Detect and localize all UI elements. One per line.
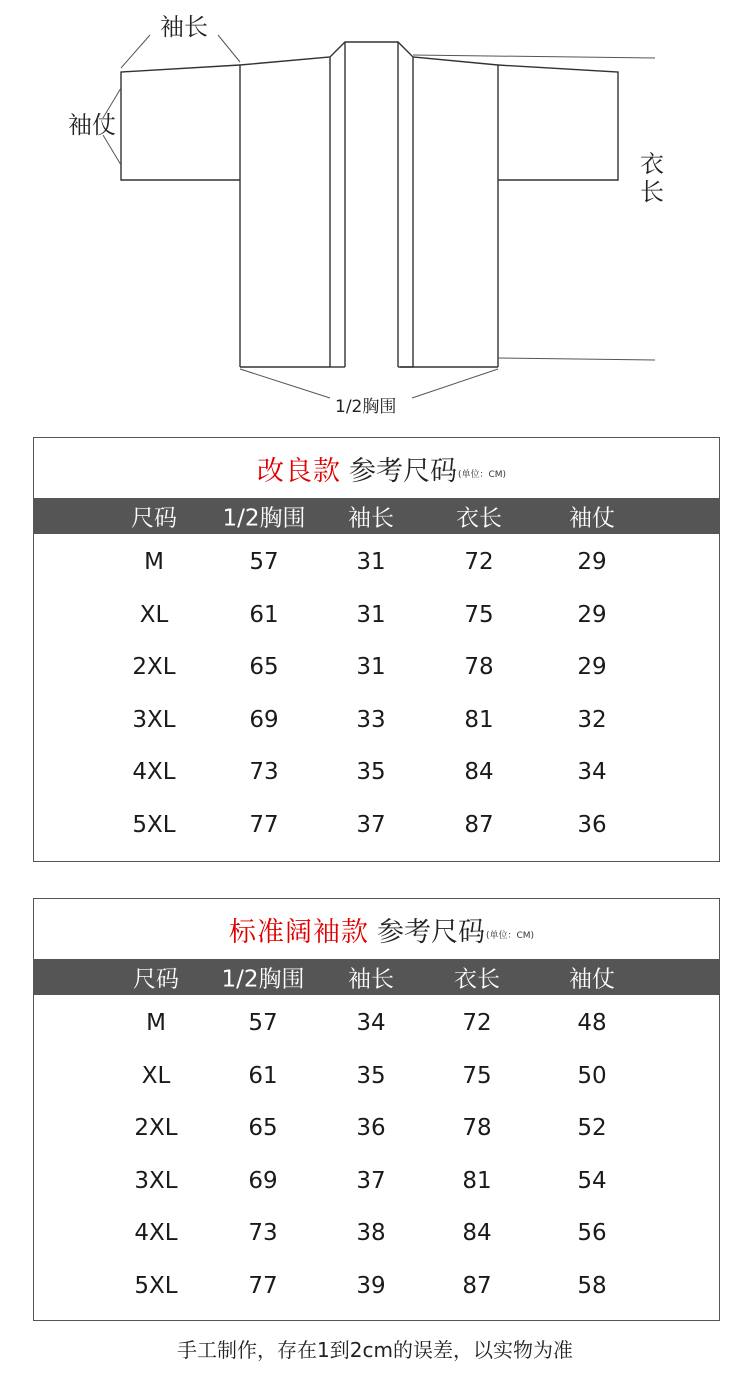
- cell-size: M: [146, 1010, 166, 1037]
- cell-body-length: 72: [464, 549, 494, 576]
- table-row: [34, 1155, 719, 1208]
- table-row: [34, 536, 719, 589]
- garment-diagram: [0, 0, 750, 430]
- kimono-outline-drawing: [0, 0, 750, 430]
- cell-sleeve-width: 56: [577, 1220, 607, 1247]
- table-unit: (单位：CM): [485, 931, 535, 941]
- header-body-length: 衣长: [454, 966, 500, 993]
- cell-sleeve-length: 37: [356, 1167, 386, 1194]
- cell-sleeve-length: 37: [356, 811, 386, 838]
- cell-sleeve-length: 34: [356, 1010, 386, 1037]
- cell-sleeve-length: 33: [356, 706, 386, 733]
- table-row: [34, 1260, 719, 1313]
- cell-size: 4XL: [132, 759, 176, 786]
- table-row: [34, 997, 719, 1050]
- cell-body-length: 84: [464, 759, 494, 786]
- cell-sleeve-width: 58: [577, 1272, 607, 1299]
- cell-half-chest: 61: [249, 601, 279, 628]
- cell-half-chest: 69: [248, 1167, 278, 1194]
- header-half-chest: 1/2胸围: [221, 966, 305, 993]
- cell-sleeve-width: 29: [577, 654, 607, 681]
- table-title-style: 改良款: [256, 455, 341, 487]
- cell-half-chest: 77: [249, 811, 279, 838]
- table-row: [34, 1207, 719, 1260]
- cell-body-length: 87: [464, 811, 494, 838]
- cell-size: XL: [141, 1062, 171, 1089]
- cell-sleeve-width: 48: [577, 1010, 607, 1037]
- header-half-chest: 1/2胸围: [222, 505, 306, 532]
- cell-body-length: 87: [462, 1272, 492, 1299]
- table-body: [34, 534, 719, 851]
- cell-sleeve-width: 54: [577, 1167, 607, 1194]
- cell-body-length: 72: [462, 1010, 492, 1037]
- cell-sleeve-width: 32: [577, 706, 607, 733]
- cell-body-length: 75: [462, 1062, 492, 1089]
- header-size: 尺码: [133, 966, 179, 993]
- cell-size: 4XL: [134, 1220, 178, 1247]
- cell-sleeve-length: 31: [356, 549, 386, 576]
- cell-body-length: 78: [464, 654, 494, 681]
- table-row: [34, 589, 719, 642]
- cell-size: 3XL: [132, 706, 176, 733]
- size-table-wide-sleeve: [33, 898, 720, 1321]
- header-sleeve-length: 袖长: [348, 505, 394, 532]
- cell-half-chest: 73: [249, 759, 279, 786]
- cell-sleeve-length: 35: [356, 759, 386, 786]
- cell-body-length: 78: [462, 1115, 492, 1142]
- table-row: [34, 799, 719, 852]
- cell-half-chest: 65: [248, 1115, 278, 1142]
- cell-half-chest: 73: [248, 1220, 278, 1247]
- tolerance-note: 手工制作，存在1到2cm的误差，以实物为准: [177, 1338, 573, 1362]
- table-title-text: 参考尺码: [376, 916, 485, 948]
- table-row: [34, 746, 719, 799]
- cell-sleeve-length: 38: [356, 1220, 386, 1247]
- table-title-style: 标准阔袖款: [228, 916, 369, 948]
- table-row: [34, 641, 719, 694]
- cell-sleeve-width: 36: [577, 811, 607, 838]
- table-row: [34, 1102, 719, 1155]
- cell-size: 3XL: [134, 1167, 178, 1194]
- half-chest-label: 1/2胸围: [335, 397, 397, 417]
- table-body: [34, 995, 719, 1312]
- cell-body-length: 81: [464, 706, 494, 733]
- table-header-row: [34, 498, 719, 534]
- header-sleeve-width: 袖仗: [569, 966, 615, 993]
- cell-sleeve-length: 35: [356, 1062, 386, 1089]
- header-sleeve-length: 袖长: [348, 966, 394, 993]
- cell-body-length: 84: [462, 1220, 492, 1247]
- header-sleeve-width: 袖仗: [569, 505, 615, 532]
- body-length-label: 衣长: [640, 150, 664, 206]
- cell-half-chest: 69: [249, 706, 279, 733]
- size-table-improved: [33, 437, 720, 862]
- cell-sleeve-length: 36: [356, 1115, 386, 1142]
- table-header-row: [34, 959, 719, 995]
- cell-sleeve-width: 50: [577, 1062, 607, 1089]
- cell-sleeve-width: 52: [577, 1115, 607, 1142]
- header-body-length: 衣长: [456, 505, 502, 532]
- cell-half-chest: 57: [248, 1010, 278, 1037]
- cell-size: M: [144, 549, 164, 576]
- cell-sleeve-length: 31: [356, 601, 386, 628]
- table-row: [34, 694, 719, 747]
- cell-half-chest: 65: [249, 654, 279, 681]
- cell-half-chest: 61: [248, 1062, 278, 1089]
- cell-sleeve-length: 39: [356, 1272, 386, 1299]
- table-title: [34, 438, 719, 498]
- cell-sleeve-width: 34: [577, 759, 607, 786]
- header-size: 尺码: [131, 505, 177, 532]
- cell-half-chest: 77: [248, 1272, 278, 1299]
- cell-body-length: 81: [462, 1167, 492, 1194]
- cell-size: 5XL: [134, 1272, 178, 1299]
- cell-size: 2XL: [134, 1115, 178, 1142]
- cell-size: 2XL: [132, 654, 176, 681]
- cell-size: XL: [139, 601, 169, 628]
- sleeve-length-label: 袖长: [160, 13, 208, 41]
- table-unit: (单位：CM): [457, 470, 507, 480]
- table-title-text: 参考尺码: [348, 455, 457, 487]
- cell-sleeve-length: 31: [356, 654, 386, 681]
- cell-size: 5XL: [132, 811, 176, 838]
- cell-sleeve-width: 29: [577, 549, 607, 576]
- table-row: [34, 1050, 719, 1103]
- sleeve-width-label: 袖仗: [68, 111, 116, 139]
- cell-half-chest: 57: [249, 549, 279, 576]
- cell-sleeve-width: 29: [577, 601, 607, 628]
- table-title: [34, 899, 719, 959]
- cell-body-length: 75: [464, 601, 494, 628]
